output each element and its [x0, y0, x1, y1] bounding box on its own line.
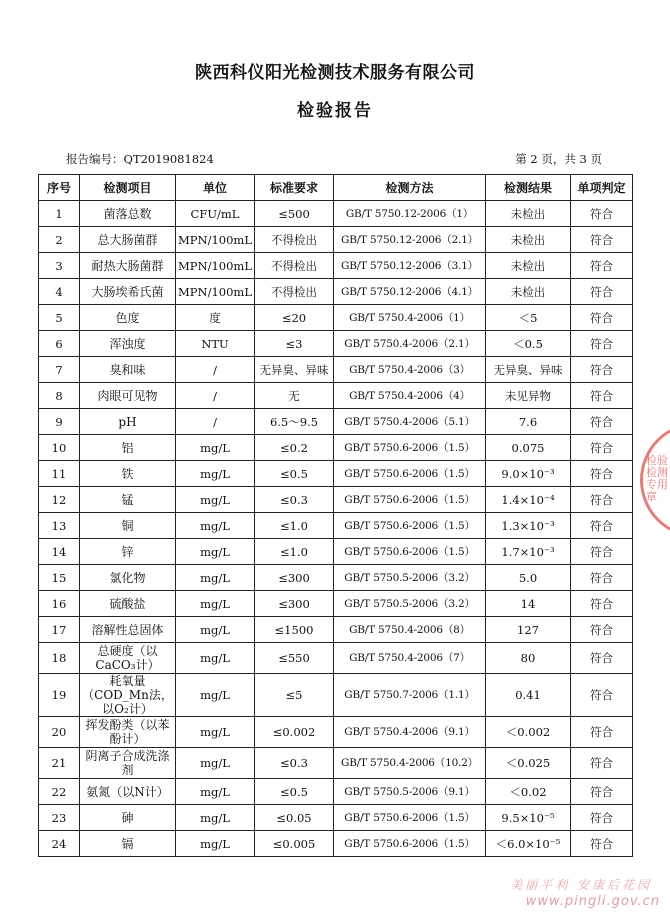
standard-requirement: ≤0.005 [255, 831, 334, 857]
header-cell: 检测结果 [486, 175, 571, 201]
test-item: 硫酸盐 [80, 591, 176, 617]
row-number: 12 [39, 487, 80, 513]
table-row [39, 831, 633, 857]
judgement: 符合 [571, 748, 633, 779]
unit: mg/L [176, 748, 255, 779]
test-method: GB/T 5750.4-2006（2.1） [334, 331, 486, 357]
standard-requirement: 无 [255, 383, 334, 409]
standard-requirement: 不得检出 [255, 253, 334, 279]
standard-requirement: ≤20 [255, 305, 334, 331]
test-item: 铁 [80, 461, 176, 487]
test-item: 肉眼可见物 [80, 383, 176, 409]
unit: mg/L [176, 513, 255, 539]
test-result: ＜5 [486, 305, 571, 331]
judgement: 符合 [571, 201, 633, 227]
test-result: 7.6 [486, 409, 571, 435]
standard-requirement: 6.5～9.5 [255, 409, 334, 435]
unit: mg/L [176, 591, 255, 617]
row-number: 1 [39, 201, 80, 227]
test-item: 锌 [80, 539, 176, 565]
test-item: 浑浊度 [80, 331, 176, 357]
test-item: 耗氧量（COD_Mn法，以O₂计） [80, 674, 176, 717]
standard-requirement: 不得检出 [255, 227, 334, 253]
test-result: 9.5×10⁻⁵ [486, 805, 571, 831]
table-row [39, 227, 633, 253]
test-method: GB/T 5750.7-2006（1.1） [334, 674, 486, 717]
company-name: 陕西科仪阳光检测技术服务有限公司 [195, 63, 475, 83]
test-result: 14 [486, 591, 571, 617]
test-result: 0.075 [486, 435, 571, 461]
test-item: 色度 [80, 305, 176, 331]
test-item: 菌落总数 [80, 201, 176, 227]
judgement: 符合 [571, 331, 633, 357]
test-item: 铝 [80, 435, 176, 461]
test-result: 1.4×10⁻⁴ [486, 487, 571, 513]
standard-requirement: ≤1500 [255, 617, 334, 643]
table-row [39, 805, 633, 831]
test-method: GB/T 5750.5-2006（3.2） [334, 565, 486, 591]
standard-requirement: ≤0.3 [255, 487, 334, 513]
judgement: 符合 [571, 461, 633, 487]
judgement: 符合 [571, 253, 633, 279]
header-cell: 单项判定 [571, 175, 633, 201]
unit: mg/L [176, 487, 255, 513]
row-number: 2 [39, 227, 80, 253]
test-method: GB/T 5750.4-2006（3） [334, 357, 486, 383]
table-row [39, 617, 633, 643]
test-method: GB/T 5750.6-2006（1.5） [334, 435, 486, 461]
standard-requirement: ≤0.05 [255, 805, 334, 831]
test-result: ＜0.02 [486, 779, 571, 805]
unit: mg/L [176, 831, 255, 857]
test-method: GB/T 5750.4-2006（1） [334, 305, 486, 331]
test-method: GB/T 5750.6-2006（1.5） [334, 487, 486, 513]
test-item: 耐热大肠菌群 [80, 253, 176, 279]
table-row [39, 487, 633, 513]
table-row [39, 279, 633, 305]
test-item: 氨氮（以N计） [80, 779, 176, 805]
test-item: 砷 [80, 805, 176, 831]
table-row [39, 643, 633, 674]
test-method: GB/T 5750.4-2006（8） [334, 617, 486, 643]
table-header [39, 175, 633, 201]
row-number: 4 [39, 279, 80, 305]
row-number: 13 [39, 513, 80, 539]
watermark-slogan: 美丽平利 安康后花园 [510, 878, 652, 892]
judgement: 符合 [571, 591, 633, 617]
test-result: 0.41 [486, 674, 571, 717]
row-number: 22 [39, 779, 80, 805]
unit: / [176, 409, 255, 435]
row-number: 19 [39, 674, 80, 717]
judgement: 符合 [571, 643, 633, 674]
test-item: 挥发酚类（以苯酚计） [80, 717, 176, 748]
test-method: GB/T 5750.4-2006（4） [334, 383, 486, 409]
test-method: GB/T 5750.4-2006（10.2） [334, 748, 486, 779]
row-number: 8 [39, 383, 80, 409]
test-method: GB/T 5750.5-2006（9.1） [334, 779, 486, 805]
test-method: GB/T 5750.6-2006（1.5） [334, 513, 486, 539]
unit: mg/L [176, 539, 255, 565]
test-result: 9.0×10⁻³ [486, 461, 571, 487]
judgement: 符合 [571, 717, 633, 748]
standard-requirement: ≤300 [255, 591, 334, 617]
watermark-url: www.pingli.gov.cn [525, 894, 660, 909]
unit: mg/L [176, 565, 255, 591]
test-item: 锰 [80, 487, 176, 513]
table-row [39, 674, 633, 717]
unit: MPN/100mL [176, 227, 255, 253]
seal-lettering: 检验检测专用章 [646, 454, 668, 503]
test-item: 阴离子合成洗涤剂 [80, 748, 176, 779]
unit: mg/L [176, 435, 255, 461]
standard-requirement: ≤0.002 [255, 717, 334, 748]
standard-requirement: 不得检出 [255, 279, 334, 305]
standard-requirement: 无异臭、异味 [255, 357, 334, 383]
test-method: GB/T 5750.6-2006（1.5） [334, 539, 486, 565]
unit: MPN/100mL [176, 279, 255, 305]
unit: mg/L [176, 674, 255, 717]
unit: / [176, 383, 255, 409]
standard-requirement: ≤1.0 [255, 539, 334, 565]
unit: 度 [176, 305, 255, 331]
standard-requirement: ≤3 [255, 331, 334, 357]
test-result: 127 [486, 617, 571, 643]
unit: mg/L [176, 779, 255, 805]
test-result: 未检出 [486, 279, 571, 305]
table-row [39, 779, 633, 805]
test-item: 铜 [80, 513, 176, 539]
test-method: GB/T 5750.6-2006（1.5） [334, 831, 486, 857]
test-result: 未见异物 [486, 383, 571, 409]
unit: mg/L [176, 617, 255, 643]
unit: mg/L [176, 805, 255, 831]
test-result: ＜6.0×10⁻⁵ [486, 831, 571, 857]
unit: CFU/mL [176, 201, 255, 227]
standard-requirement: ≤5 [255, 674, 334, 717]
test-method: GB/T 5750.4-2006（7） [334, 643, 486, 674]
unit: mg/L [176, 461, 255, 487]
unit: MPN/100mL [176, 253, 255, 279]
judgement: 符合 [571, 383, 633, 409]
row-number: 18 [39, 643, 80, 674]
test-method: GB/T 5750.12-2006（1） [334, 201, 486, 227]
standard-requirement: ≤550 [255, 643, 334, 674]
standard-requirement: ≤0.5 [255, 461, 334, 487]
judgement: 符合 [571, 435, 633, 461]
test-result: 1.7×10⁻³ [486, 539, 571, 565]
row-number: 3 [39, 253, 80, 279]
unit: mg/L [176, 717, 255, 748]
page-info: 第 2 页，共 3 页 [515, 152, 602, 166]
header-cell: 检测方法 [334, 175, 486, 201]
report-table [38, 174, 633, 857]
test-result: ＜0.5 [486, 331, 571, 357]
test-result: ＜0.002 [486, 717, 571, 748]
header-cell: 单位 [176, 175, 255, 201]
judgement: 符合 [571, 805, 633, 831]
table-body [39, 201, 633, 857]
test-item: 大肠埃希氏菌 [80, 279, 176, 305]
row-number: 23 [39, 805, 80, 831]
judgement: 符合 [571, 305, 633, 331]
judgement: 符合 [571, 831, 633, 857]
test-result: 5.0 [486, 565, 571, 591]
test-result: 未检出 [486, 201, 571, 227]
judgement: 符合 [571, 409, 633, 435]
test-result: 80 [486, 643, 571, 674]
test-method: GB/T 5750.4-2006（5.1） [334, 409, 486, 435]
table-row [39, 565, 633, 591]
test-method: GB/T 5750.6-2006（1.5） [334, 461, 486, 487]
unit: / [176, 357, 255, 383]
test-method: GB/T 5750.4-2006（9.1） [334, 717, 486, 748]
row-number: 6 [39, 331, 80, 357]
table-row [39, 591, 633, 617]
table-row [39, 253, 633, 279]
standard-requirement: ≤0.2 [255, 435, 334, 461]
test-method: GB/T 5750.6-2006（1.5） [334, 805, 486, 831]
unit: NTU [176, 331, 255, 357]
row-number: 20 [39, 717, 80, 748]
row-number: 7 [39, 357, 80, 383]
table-row [39, 331, 633, 357]
judgement: 符合 [571, 357, 633, 383]
row-number: 15 [39, 565, 80, 591]
table-row [39, 357, 633, 383]
judgement: 符合 [571, 617, 633, 643]
row-number: 16 [39, 591, 80, 617]
row-number: 21 [39, 748, 80, 779]
row-number: 9 [39, 409, 80, 435]
test-result: 未检出 [486, 253, 571, 279]
standard-requirement: ≤0.3 [255, 748, 334, 779]
header-cell: 序号 [39, 175, 80, 201]
test-method: GB/T 5750.12-2006（4.1） [334, 279, 486, 305]
table-row [39, 435, 633, 461]
judgement: 符合 [571, 227, 633, 253]
row-number: 17 [39, 617, 80, 643]
table-row [39, 383, 633, 409]
standard-requirement: ≤0.5 [255, 779, 334, 805]
test-item: 臭和味 [80, 357, 176, 383]
table-row [39, 409, 633, 435]
test-method: GB/T 5750.12-2006（2.1） [334, 227, 486, 253]
standard-requirement: ≤300 [255, 565, 334, 591]
row-number: 11 [39, 461, 80, 487]
unit: mg/L [176, 643, 255, 674]
test-item: 溶解性总固体 [80, 617, 176, 643]
judgement: 符合 [571, 487, 633, 513]
judgement: 符合 [571, 539, 633, 565]
table-row [39, 461, 633, 487]
test-result: 无异臭、异味 [486, 357, 571, 383]
table-row [39, 539, 633, 565]
standard-requirement: ≤1.0 [255, 513, 334, 539]
row-number: 24 [39, 831, 80, 857]
test-item: pH [80, 409, 176, 435]
test-item: 总硬度（以CaCO₃计） [80, 643, 176, 674]
report-number: 报告编号：QT2019081824 [66, 152, 214, 166]
judgement: 符合 [571, 513, 633, 539]
test-method: GB/T 5750.5-2006（3.2） [334, 591, 486, 617]
test-method: GB/T 5750.12-2006（3.1） [334, 253, 486, 279]
row-number: 14 [39, 539, 80, 565]
table-row [39, 748, 633, 779]
test-result: 未检出 [486, 227, 571, 253]
document-title: 检验报告 [297, 101, 373, 121]
table-row [39, 305, 633, 331]
standard-requirement: ≤500 [255, 201, 334, 227]
test-item: 总大肠菌群 [80, 227, 176, 253]
test-item: 镉 [80, 831, 176, 857]
header-cell: 标准要求 [255, 175, 334, 201]
judgement: 符合 [571, 279, 633, 305]
table-row [39, 201, 633, 227]
row-number: 5 [39, 305, 80, 331]
judgement: 符合 [571, 674, 633, 717]
table-row [39, 717, 633, 748]
header-cell: 检测项目 [80, 175, 176, 201]
test-result: ＜0.025 [486, 748, 571, 779]
table-row [39, 513, 633, 539]
test-item: 氯化物 [80, 565, 176, 591]
test-result: 1.3×10⁻³ [486, 513, 571, 539]
judgement: 符合 [571, 565, 633, 591]
judgement: 符合 [571, 779, 633, 805]
row-number: 10 [39, 435, 80, 461]
